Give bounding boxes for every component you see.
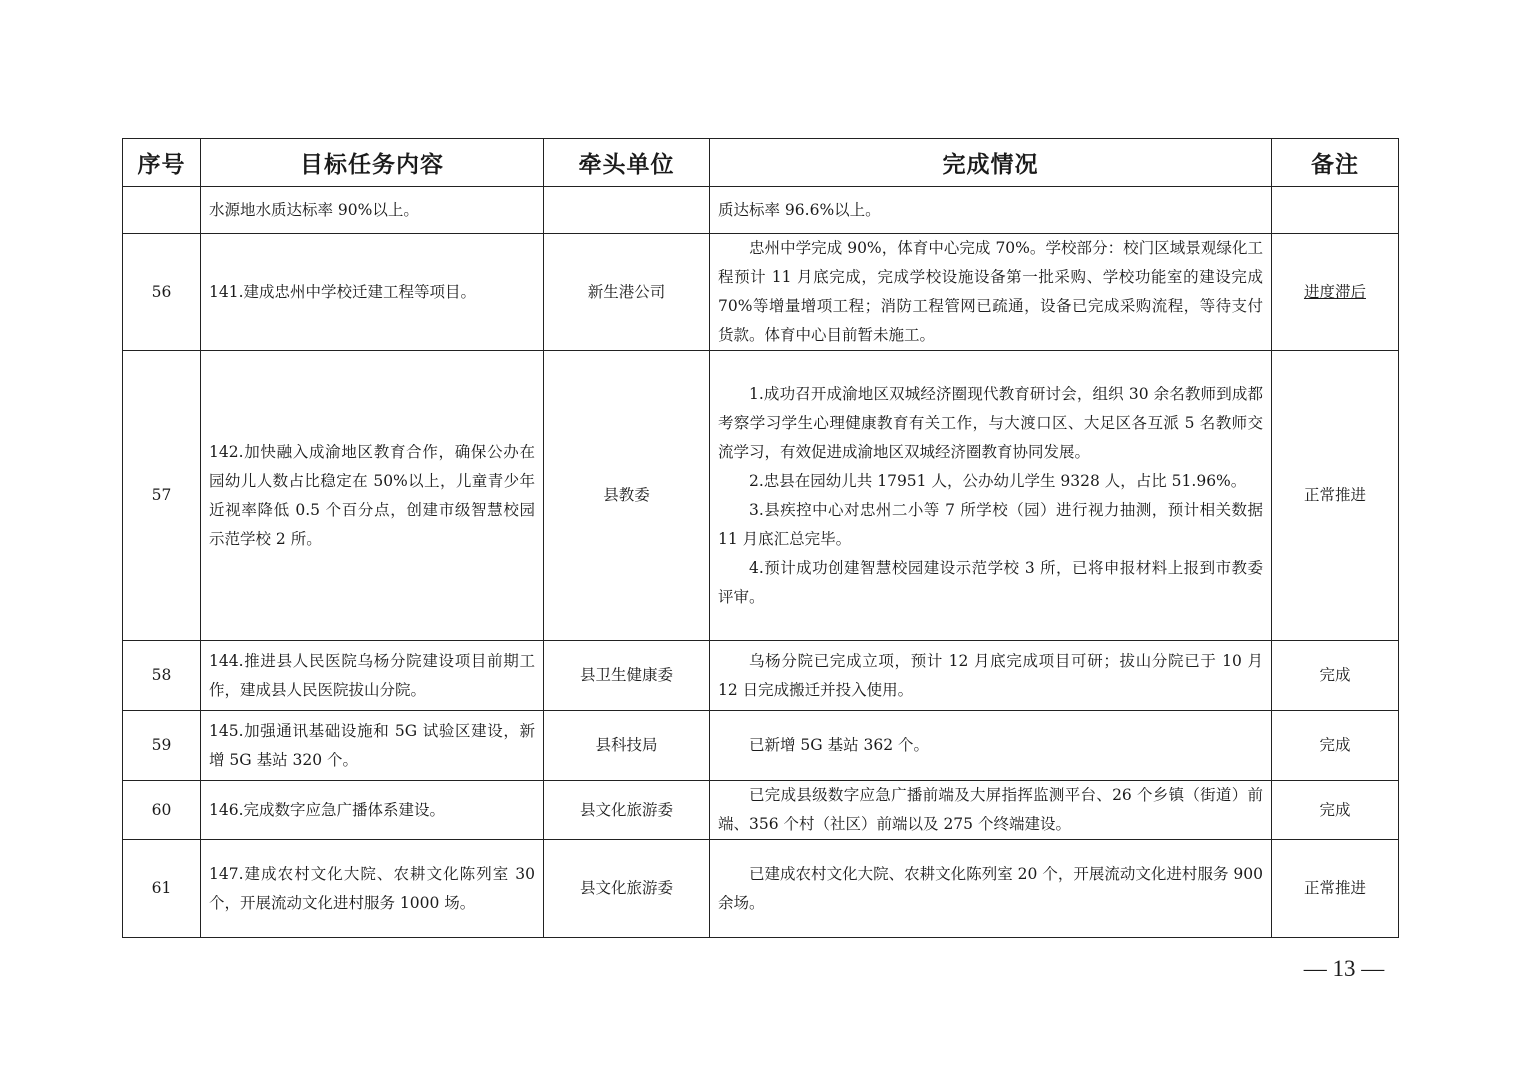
table-row <box>123 351 1399 641</box>
row-no: 60 <box>123 781 201 840</box>
table-row <box>123 234 1399 351</box>
status-paragraph: 乌杨分院已完成立项，预计 12 月底完成项目可研；拔山分院已于 10 月 12 日完成搬迁并投入使用。 <box>718 651 1263 699</box>
row-task: 142.加快融入成渝地区教育合作，确保公办在园幼儿人数占比稳定在 50%以上，儿童青少年近视率降低 0.5 个百分点，创建市级智慧校园示范学校 2 所。 <box>201 351 544 641</box>
header-status: 完成情况 <box>710 139 1272 187</box>
status-paragraph: 3.县疾控中心对忠州二小等 7 所学校（园）进行视力抽测，预计相关数据 11 月底汇总完毕。 <box>718 500 1263 548</box>
table-row <box>123 840 1399 938</box>
row-status <box>710 781 1272 840</box>
status-paragraph: 忠州中学完成 90%，体育中心完成 70%。学校部分：校门区域景观绿化工程预计 11 月底完成，完成学校设施设备第一批采购、学校功能室的建设完成 70%等增量增项工程；消防工程管网已疏通，设备已完成采购流程，等待支付货款。体育中心目前暂未施工。 <box>718 239 1263 344</box>
row-unit: 县教委 <box>544 351 710 641</box>
row-no: 61 <box>123 840 201 938</box>
row-unit: 县卫生健康委 <box>544 641 710 711</box>
page-number: — 13 — <box>1303 956 1385 981</box>
row-status <box>710 234 1272 351</box>
row-status <box>710 840 1272 938</box>
status-paragraph: 质达标率 96.6%以上。 <box>718 200 881 219</box>
row-no: 59 <box>123 711 201 781</box>
header-no: 序号 <box>123 139 201 187</box>
table-row <box>123 711 1399 781</box>
row-note: 正常推进 <box>1272 351 1399 641</box>
table-row <box>123 187 1399 234</box>
row-task: 147.建成农村文化大院、农耕文化陈列室 30 个，开展流动文化进村服务 1000 场。 <box>201 840 544 938</box>
header-task: 目标任务内容 <box>201 139 544 187</box>
row-note <box>1272 187 1399 234</box>
row-unit: 新生港公司 <box>544 234 710 351</box>
status-paragraph: 已完成县级数字应急广播前端及大屏指挥监测平台、26 个乡镇（街道）前端、356 个村（社区）前端以及 275 个终端建设。 <box>718 786 1263 833</box>
row-task: 145.加强通讯基础设施和 5G 试验区建设，新增 5G 基站 320 个。 <box>201 711 544 781</box>
row-task: 144.推进县人民医院乌杨分院建设项目前期工作，建成县人民医院拔山分院。 <box>201 641 544 711</box>
row-no: 56 <box>123 234 201 351</box>
row-no: 57 <box>123 351 201 641</box>
table-row <box>123 781 1399 840</box>
row-no <box>123 187 201 234</box>
row-no: 58 <box>123 641 201 711</box>
row-note: 完成 <box>1272 781 1399 840</box>
row-task: 141.建成忠州中学校迁建工程等项目。 <box>201 234 544 351</box>
row-status <box>710 187 1272 234</box>
row-note: 完成 <box>1272 641 1399 711</box>
row-task: 146.完成数字应急广播体系建设。 <box>201 781 544 840</box>
progress-table <box>122 138 1399 938</box>
row-status <box>710 641 1272 711</box>
row-unit <box>544 187 710 234</box>
row-note: 进度滞后 <box>1303 282 1366 301</box>
row-unit: 县文化旅游委 <box>544 781 710 840</box>
row-note: 完成 <box>1272 711 1399 781</box>
header-unit: 牵头单位 <box>544 139 710 187</box>
row-status <box>710 711 1272 781</box>
header-note: 备注 <box>1272 139 1399 187</box>
status-paragraph: 已建成农村文化大院、农耕文化陈列室 20 个，开展流动文化进村服务 900 余场。 <box>718 864 1263 912</box>
row-unit: 县科技局 <box>544 711 710 781</box>
row-note: 正常推进 <box>1272 840 1399 938</box>
table-header-row <box>123 139 1399 187</box>
status-paragraph: 已新增 5G 基站 362 个。 <box>749 736 930 754</box>
status-paragraph: 4.预计成功创建智慧校园建设示范学校 3 所，已将申报材料上报到市教委评审。 <box>718 558 1263 606</box>
table-row <box>123 641 1399 711</box>
row-status <box>710 351 1272 641</box>
row-task: 水源地水质达标率 90%以上。 <box>201 187 544 234</box>
status-paragraph: 2.忠县在园幼儿共 17951 人，公办幼儿学生 9328 人，占比 51.96%。 <box>749 471 1247 490</box>
status-paragraph: 1.成功召开成渝地区双城经济圈现代教育研讨会，组织 30 余名教师到成都考察学习学生心理健康教育有关工作，与大渡口区、大足区各互派 5 名教师交流学习，有效促进成渝地区双城经济圈教育协同发展。 <box>718 384 1263 461</box>
row-unit: 县文化旅游委 <box>544 840 710 938</box>
